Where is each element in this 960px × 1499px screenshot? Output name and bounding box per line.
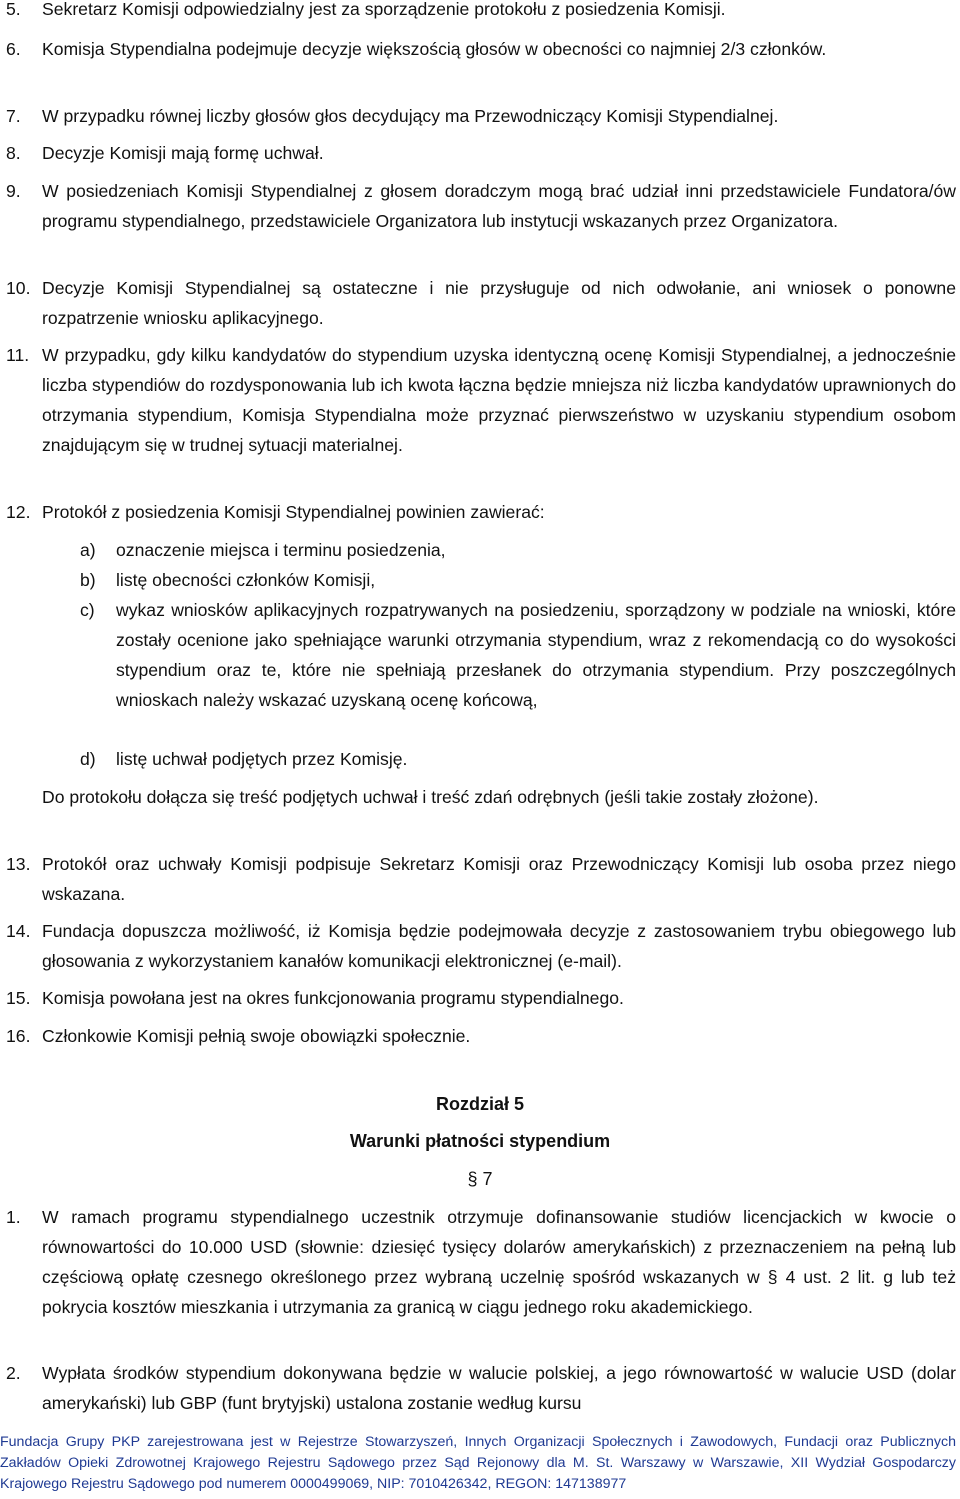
item-number: 15. <box>6 988 31 1008</box>
item-text: W ramach programu stypendialnego uczestnik otrzymuje dofinansowanie studiów licencjackich w kwocie o równowartości do 10.000 USD (słownie: dziesięć tysięcy dolarów amerykańskich) z przeznaczeniem na pełną lub częściową opłatę czesnego określonego przez wybraną uczelnię spośród wskazanych w § 4 ust. 2 lit. g lub też pokrycia kosztów mieszkania i utrzymania za granicą w ciągu jednego roku akademickiego. <box>42 1207 956 1317</box>
subitem-text: wykaz wniosków aplikacyjnych rozpatrywanych na posiedzeniu, sporządzony w podziale na wnioski, które zostały ocenione jako spełniające warunki otrzymania stypendium, wraz z rekomendacją co do wysokości stypendium oraz te, które nie spełniają przesłanek do otrzymania stypendium. Przy poszczególnych wnioskach należy wskazać uzyskaną ocenę końcową, <box>116 600 956 710</box>
item-number: 6. <box>6 39 21 59</box>
item-text: Protokół oraz uchwały Komisji podpisuje Sekretarz Komisji oraz Przewodniczący Komisji lub osoba przez niego wskazana. <box>42 854 956 904</box>
item-number: 16. <box>6 1026 31 1046</box>
item-number: 1. <box>6 1207 21 1227</box>
subitem-text: listę obecności członków Komisji, <box>116 570 376 590</box>
item-number: 9. <box>6 181 21 201</box>
item-number: 5. <box>6 0 21 19</box>
item-number: 10. <box>6 278 31 298</box>
subitem-text: listę uchwał podjętych przez Komisję. <box>116 749 408 769</box>
item-number: 12. <box>6 502 31 522</box>
item-text: Komisja powołana jest na okres funkcjonowania programu stypendialnego. <box>42 988 624 1008</box>
item-number: 11. <box>6 345 30 365</box>
item-text: W przypadku, gdy kilku kandydatów do stypendium uzyska identyczną ocenę Komisji Stypendialnej, a jednocześnie liczba stypendiów do rozdysponowania lub ich kwota łączna będzie mniejsza niż liczba kandydatów uprawnionych do otrzymania stypendium, Komisja Stypendialna może przyznać pierwszeństwo w uzyskaniu stypendium osobom znajdującym się w trudnej sytuacji materialnej. <box>42 345 956 455</box>
item-text: Sekretarz Komisji odpowiedzialny jest za sporządzenie protokołu z posiedzenia Komisji. <box>42 0 726 19</box>
page-footer: Fundacja Grupy PKP zarejestrowana jest w Rejestrze Stowarzyszeń, Innych Organizacji Społecznych i Zawodowych, Fundacji oraz Publicznych Zakładów Opieki Zdrowotnej Krajowego Rejestru Sądowego przez Sąd Rejonowy dla M. St. Warszawy w Warszawie, XII Wydział Gospodarczy Krajowego Rejestru Sądowego pod numerem 0000499069, NIP: 7010426342, REGON: 147138977 <box>0 1434 956 1492</box>
item-number: 8. <box>6 143 21 163</box>
item-text: Fundacja dopuszcza możliwość, iż Komisja będzie podejmowała decyzje z zastosowaniem trybu obiegowego lub głosowania z wykorzystaniem kanałów komunikacji elektronicznej (e-mail). <box>42 921 956 971</box>
subitem-letter: c) <box>80 600 95 620</box>
chapter-title: Rozdział 5 <box>435 1094 524 1114</box>
item-text: Wypłata środków stypendium dokonywana będzie w walucie polskiej, a jego równowartość w walucie USD (dolar amerykański) lub GBP (funt brytyjski) ustalona zostanie według kursu <box>42 1363 956 1413</box>
protocol-note: Do protokołu dołącza się treść podjętych uchwał i treść zdań odrębnych (jeśli takie zostały złożone). <box>42 787 819 807</box>
item-number: 14. <box>6 921 31 941</box>
subitem-letter: b) <box>80 570 96 590</box>
item-text: W przypadku równej liczby głosów głos decydujący ma Przewodniczący Komisji Stypendialnej. <box>42 106 779 126</box>
subitem-text: oznaczenie miejsca i terminu posiedzenia, <box>116 540 446 560</box>
subitem-letter: d) <box>80 749 96 769</box>
item-text: Protokół z posiedzenia Komisji Stypendialnej powinien zawierać: <box>42 502 545 522</box>
subitem-letter: a) <box>80 540 96 560</box>
chapter-subtitle: Warunki płatności stypendium <box>349 1131 611 1151</box>
item-text: Decyzje Komisji mają formę uchwał. <box>42 143 324 163</box>
item-number: 2. <box>6 1363 21 1383</box>
item-text: Decyzje Komisji Stypendialnej są ostateczne i nie przysługuje od nich odwołanie, ani wniosek o ponowne rozpatrzenie wniosku aplikacyjnego. <box>42 278 956 328</box>
item-number: 7. <box>6 106 21 126</box>
section-mark: § 7 <box>467 1169 493 1189</box>
item-text: Członkowie Komisji pełnią swoje obowiązki społecznie. <box>42 1026 471 1046</box>
item-number: 13. <box>6 854 31 874</box>
item-text: W posiedzeniach Komisji Stypendialnej z głosem doradczym mogą brać udział inni przedstawiciele Fundatora/ów programu stypendialnego, przedstawiciele Organizatora lub instytucji wskazanych przez Organizatora. <box>42 181 956 231</box>
item-text: Komisja Stypendialna podejmuje decyzje większością głosów w obecności co najmniej 2/3 członków. <box>42 39 827 59</box>
